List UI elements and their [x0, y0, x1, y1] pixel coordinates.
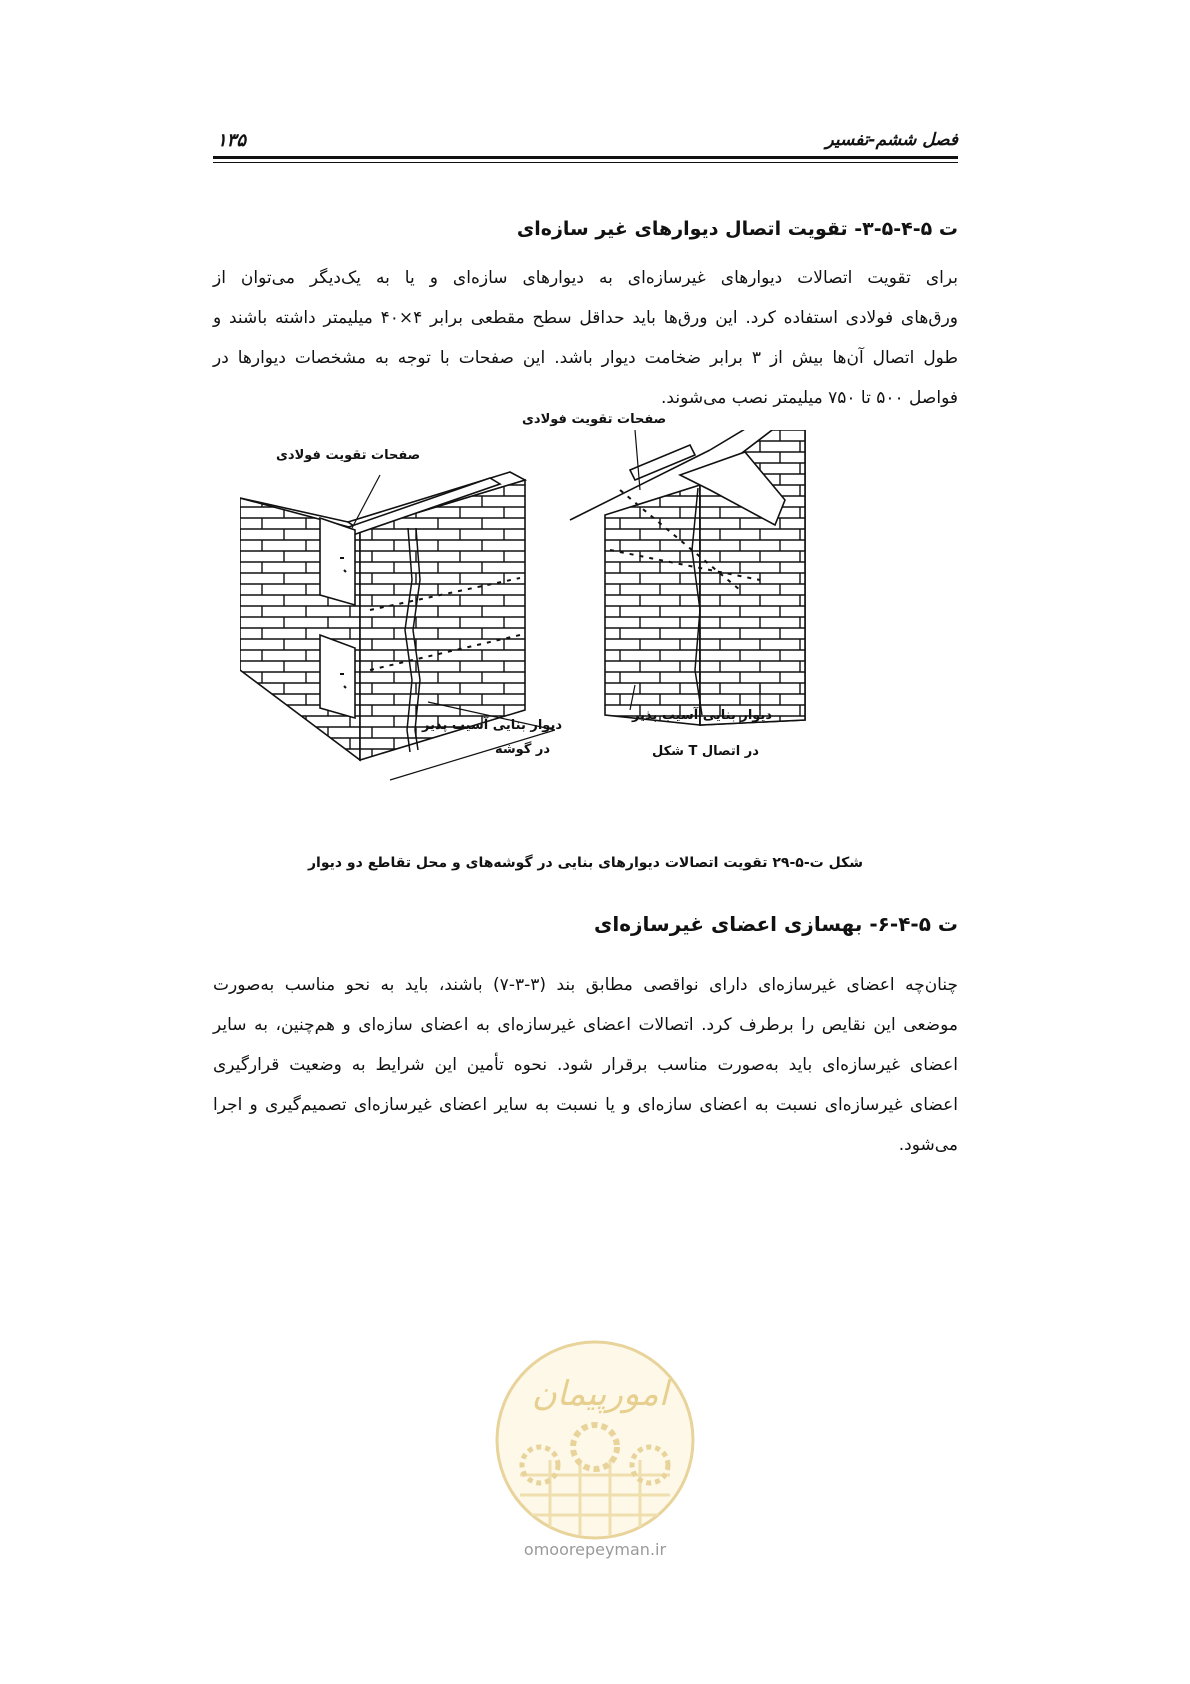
- section-heading-1: ت ۵-۴-۵-۳- تقویت اتصال دیوارهای غیر سازه‌ای: [516, 218, 958, 240]
- header-rule-thick: [213, 156, 958, 159]
- section-heading-2: ت ۵-۴-۶- بهسازی اعضای غیرسازه‌ای: [594, 912, 958, 936]
- paragraph-line: می‌شود.: [898, 1135, 958, 1155]
- watermark-site: omoorepeyman.ir: [523, 1540, 667, 1559]
- label-plates-left: صفحات تقویت فولادی: [276, 448, 421, 463]
- paragraph-line: ورق‌های فولادی استفاده کرد. این ورق‌ها باید حداقل سطح مقطعی برابر ۴×۴۰ میلیمتر داشته باشند و: [213, 308, 958, 328]
- page-number: ۱۳۵: [217, 130, 247, 151]
- label-wall-right: دیوار بنایی آسیب پذیر: [632, 708, 772, 723]
- paragraph-line: طول اتصال آن‌ها بیش از ۳ برابر ضخامت دیوار باشد. این صفحات با توجه به مشخصات دیوارها در: [213, 348, 958, 368]
- paragraph-line: فواصل ۵۰۰ تا ۷۵۰ میلیمتر نصب می‌شوند.: [661, 388, 958, 408]
- corner-wall-drawing: [240, 472, 555, 780]
- label-wall-left-sub: در گوشه: [495, 742, 551, 757]
- watermark-logo-text: امورپیمان: [531, 1374, 669, 1414]
- watermark-logo: [490, 1335, 700, 1565]
- section-1-paragraph: [213, 258, 958, 418]
- wall-connection-figure: [240, 412, 880, 830]
- paragraph-line: چنان‌چه اعضای غیرسازه‌ای دارای نواقصی مطابق بند (۳-۳-۷) باشند، باید به نحو مناسب به‌صورت: [213, 975, 959, 995]
- header-rule-thin: [213, 162, 958, 163]
- t-wall-drawing: [570, 430, 805, 725]
- label-wall-left: دیوار بنایی آسیب پذیر: [422, 718, 562, 733]
- paragraph-line: اعضای غیرسازه‌ای باید به‌صورت مناسب برقرار شود. نحوه تأمین این شرایط به وضعیت قرارگیری: [213, 1055, 958, 1075]
- label-wall-right-sub: در اتصال T شکل: [652, 744, 759, 759]
- paragraph-line: موضعی این نقایص را برطرف کرد. اتصالات اعضای غیرسازه‌ای به اعضای سازه‌ای و هم‌چنین، به سایر: [213, 1015, 958, 1035]
- masonry-wall-drawing: [240, 430, 880, 830]
- paragraph-line: برای تقویت اتصالات دیوارهای غیرسازه‌ای به دیوارهای سازه‌ای و یا به یک‌دیگر می‌توان از: [213, 268, 958, 288]
- figure-caption: شکل ت-۵-۲۹ تقویت اتصالات دیوارهای بنایی در گوشه‌های و محل تقاطع دو دیوار: [307, 855, 864, 871]
- label-plates-right: صفحات تقویت فولادی: [522, 412, 667, 427]
- section-2-paragraph: [213, 965, 958, 1165]
- paragraph-line: اعضای غیرسازه‌ای نسبت به اعضای سازه‌ای و یا نسبت به سایر اعضای غیرسازه‌ای تصمیم‌گیری و اجرا: [213, 1095, 958, 1115]
- chapter-title: فصل ششم-تفسیر: [825, 130, 958, 150]
